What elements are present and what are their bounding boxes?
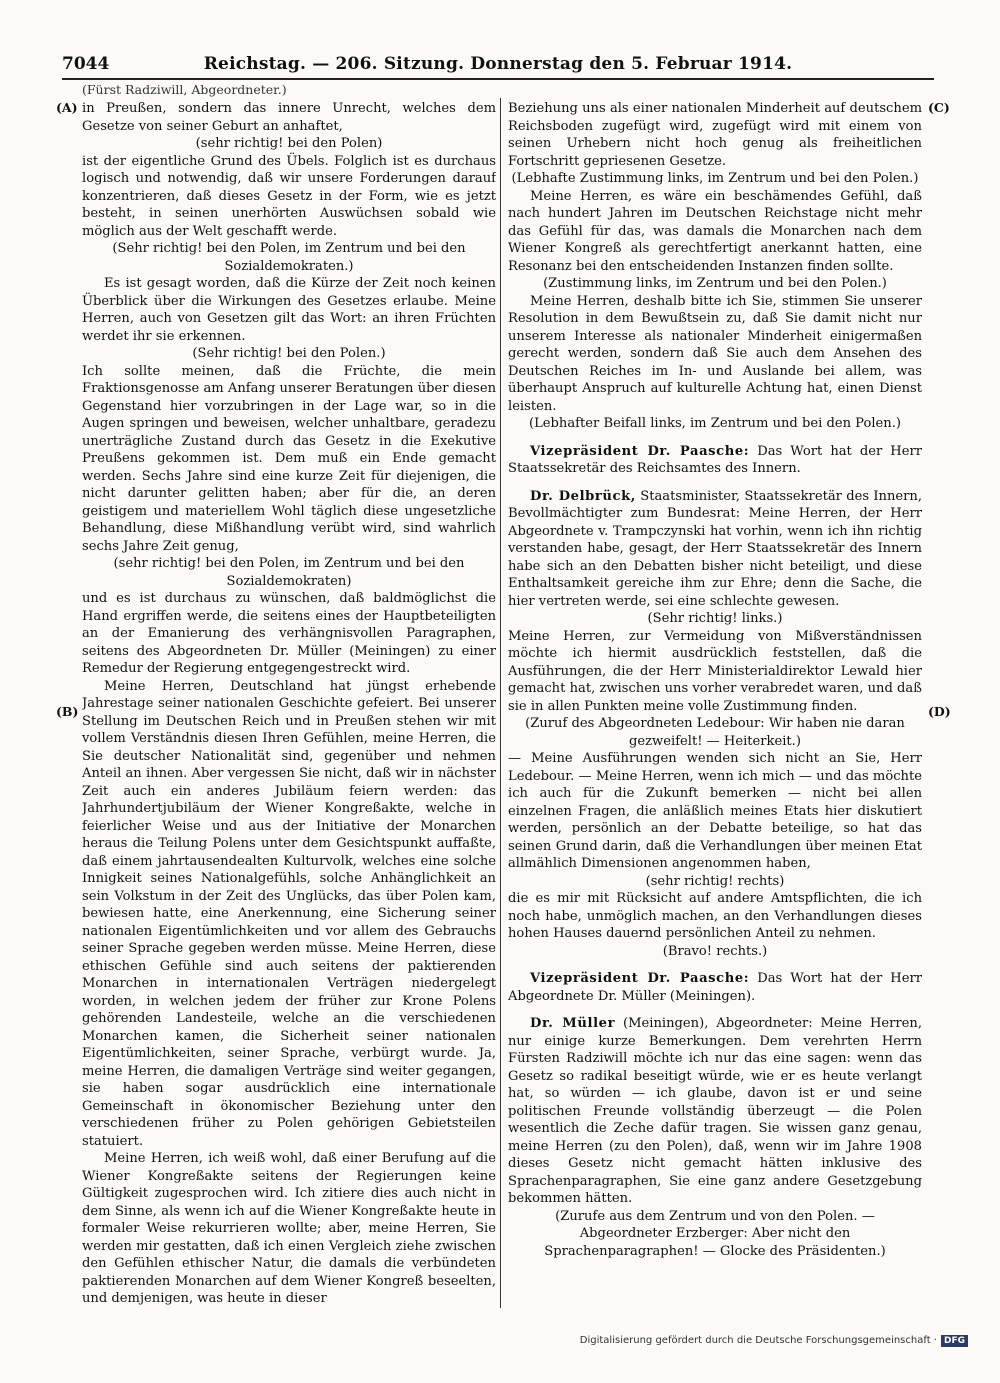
speaker-text: Staatsminister, Staatssekretär des Innern, Bevollmächtigter zum Bundesrat: Meine Herren, der Herr Abgeordnete v. Trampczynski hat vorhin, wenn ich ihn richtig verstanden habe, gesagt, der Herr Staatssekretär des Innern habe sich an den Debatten bisher nicht beteiligt, und diese Enthaltsamkeit gereiche ihm zur Ehre; denn die Sache, die hier vertreten werde, sei eine schlechte gewesen. [508, 488, 922, 609]
speaker-text: Das Wort hat der Herr Abgeordnete Dr. Müller (Meiningen). [508, 971, 922, 1004]
paragraph: die es mir mit Rücksicht auf andere Amtspflichten, die ich noch habe, unmöglich machen, an den Verhandlungen dieses hohen Hauses dauernd persönlichen Anteil zu nehmen. [508, 891, 922, 941]
interjection: (Zurufe aus dem Zentrum und von den Polen. — Abgeordneter Erzberger: Aber nicht den Sprachenparagraphen! — Glocke des Präsidenten.) [544, 1208, 886, 1259]
paragraph: Meine Herren, ich weiß wohl, daß einer Berufung auf die Wiener Kongreßakte seitens der Regierungen keine Gültigkeit zugesprochen wird. Ich zitiere dies auch nicht in dem Sinne, als wenn ich auf die Wiener Kongreßakte heute in formaler Weise rekurrieren wollte; aber, meine Herren, Sie werden mir gestatten, daß ich einen Vergleich ziehe zwischen den Gefühlen ethischer Natur, die damals die verbündeten paktierenden Monarchen auf dem Wiener Kongreß beseelten, und demjenigen, was heute in dieser [82, 1151, 496, 1306]
speaker-statement [508, 488, 922, 611]
paragraph: Meine Herren, deshalb bitte ich Sie, stimmen Sie unserer Resolution in dem Bewußtsein zu, daß Sie damit nicht nur unserem Interesse als nationaler Minderheit einigermaßen gerecht werden, sondern daß Sie auch dem Ansehen des Deutschen Reiches im In- und Auslande bei allem, was überhaupt Anspruch auf kulturelle Achtung hat, einen Dienst leisten. [508, 293, 922, 414]
speaker-name: Vizepräsident Dr. Paasche: [530, 443, 750, 459]
paragraph: — Meine Ausführungen wenden sich nicht an Sie, Herr Ledebour. — Meine Herren, wenn ich mich — und das möchte ich auch für die Zukunft bemerken — nicht bei allen einzelnen Fragen, die anläßlich meines Etats hier diskutiert werden, persönlich an der Debatte beteilige, so hat das seinen Grund darin, daß die Verhandlungen über meinen Etat allmählich Dimensionen angenommen haben, [508, 751, 922, 871]
speaker-statement [508, 1015, 922, 1208]
page-header [62, 44, 934, 80]
interjection: (Lebhafter Beifall links, im Zentrum und bei den Polen.) [529, 416, 901, 431]
paragraph: Meine Herren, es wäre ein beschämendes Gefühl, daß nach hundert Jahren im Deutschen Reichstage nicht mehr das Gefühl für das, was damals die Monarchen nach dem Wiener Kongreß als gerechtfertigt anerkannt hatten, eine Resonanz bei den entscheidenden Instanzen finden sollte. [508, 188, 922, 274]
interjection: (Bravo! rechts.) [662, 943, 768, 959]
interjection: (Zustimmung links, im Zentrum und bei den Polen.) [543, 276, 887, 291]
speaker-statement [508, 443, 922, 478]
margin-marker-c: (C) [928, 100, 950, 115]
paragraph: ist der eigentliche Grund des Übels. Folglich ist es durchaus logisch und notwendig, daß wir unsere Forderungen darauf konzentrieren, daß dieses Gesetz in der Form, wie es jetzt besteht, in seinen unerhörten Auswüchsen sobald wie möglich aus der Welt geschafft werde. [82, 153, 496, 239]
margin-marker-a: (A) [56, 100, 78, 115]
interjection: (sehr richtig! bei den Polen, im Zentrum und bei den Sozialdemokraten) [113, 556, 465, 589]
speaker-name: Dr. Müller [530, 1016, 616, 1031]
right-column [508, 100, 922, 1310]
interjection: (Zuruf des Abgeordneten Ledebour: Wir haben nie daran gezweifelt! — Heiterkeit.) [525, 716, 905, 749]
speaker-name: Dr. Delbrück, [530, 488, 636, 504]
left-column [82, 100, 496, 1310]
paragraph: Ich sollte meinen, daß die Früchte, die mein Fraktionsgenosse am Anfang unserer Beratungen über diesen Gegenstand hier vorzubringen in der Lage war, so in die Augen springen und beweisen, welcher unhaltbare, geradezu unerträgliche Zustand durch das Gesetz in die Exekutive Preußens gekommen ist. Dem muß ein Ende gemacht werden. Sechs Jahre sind eine kurze Zeit für diejenigen, die nicht darunter gelitten haben; aber für die, an deren geistigem und materiellem Wohl täglich diese ungesetzliche Behandlung, diese Mißhandlung verübt wird, sind wahrlich sechs Jahre Zeit genug, [82, 363, 496, 554]
interjection: (sehr richtig! bei den Polen) [195, 136, 383, 151]
interjection: (Sehr richtig! bei den Polen.) [192, 346, 386, 361]
paragraph: und es ist durchaus zu wünschen, daß baldmöglichst die Hand ergriffen werde, die seitens eines der Hauptbeteiligten an der Emanierung des verhängnisvollen Paragraphen, seitens des Abgeordneten Dr. Müller (Meiningen) zu einer Remedur der Regierung entgegengestreckt wird. [82, 591, 496, 676]
page-title: Reichstag. — 206. Sitzung. Donnerstag den 5. Februar 1914. [203, 54, 793, 74]
running-head: (Fürst Radziwill, Abgeordneter.) [82, 82, 287, 97]
footer-credit [580, 1335, 968, 1347]
speaker-statement [508, 970, 922, 1005]
speaker-text: (Meiningen), Abgeordneter: Meine Herren, nur einige kurze Bemerkungen. Dem verehrten Herrn Fürsten Radziwill möchte ich nur das eine sagen: wenn das Gesetz so radikal beseitigt würde, wie er es heute verlangt hat, so würden — ich glaube, davon ist er und seine politischen Freunde vollständig überzeugt — die Polen wesentlich die Zeche dafür tragen. Sie wissen ganz genau, meine Herren (zu den Polen), daß, wenn wir im Jahre 1908 dieses Gesetz nicht gemacht hätten inklusive des Sprachenparagraphen, Sie eine ganz andere Gesetzgebung bekommen hätten. [508, 1016, 922, 1206]
speaker-text: Das Wort hat der Herr Staatssekretär des Reichsamtes des Innern. [508, 443, 922, 476]
paragraph: Es ist gesagt worden, daß die Kürze der Zeit noch keinen Überblick über die Wirkungen des Gesetzes erlaube. Meine Herren, auch von Gesetzen gilt das Wort: an ihren Früchten werdet ihr sie erkennen. [82, 276, 496, 344]
interjection: (Sehr richtig! links.) [647, 611, 783, 626]
page-number: 7044 [62, 54, 110, 74]
interjection: (sehr richtig! rechts) [645, 873, 785, 889]
column-divider [500, 98, 501, 1308]
margin-marker-b: (B) [56, 704, 79, 719]
interjection: (Lebhafte Zustimmung links, im Zentrum und bei den Polen.) [511, 171, 919, 186]
paragraph: Meine Herren, zur Vermeidung von Mißverständnissen möchte ich hiermit ausdrücklich feststellen, daß die Ausführungen, die der Herr Ministerialdirektor Lewald hier gemacht hat, zwischen uns vorher verabredet waren, und daß sie in allen Punkten meine volle Zustimmung finden. [508, 628, 922, 714]
speaker-name: Vizepräsident Dr. Paasche: [530, 971, 750, 986]
dfg-logo: DFG [941, 1335, 968, 1347]
paragraph: in Preußen, sondern das innere Unrecht, welches dem Gesetze von seiner Geburt an anhaftet, [82, 101, 496, 134]
footer-text: Digitalisierung gefördert durch die Deutsche Forschungsgemeinschaft · [579, 1335, 937, 1346]
margin-marker-d: (D) [928, 704, 951, 719]
interjection: (Sehr richtig! bei den Polen, im Zentrum und bei den Sozialdemokraten.) [112, 241, 466, 274]
paragraph: Meine Herren, Deutschland hat jüngst erhebende Jahrestage seiner nationalen Geschichte gefeiert. Bei unserer Stellung im Deutschen Reich und in Preußen stehen wir mit vollem Verständnis diesen Ihren Gefühlen, meine Herren, die Sie deutscher Nationalität sind, gegenüber und nehmen Anteil an ihnen. Aber vergessen Sie nicht, daß wir in nächster Zeit auch ein anderes Jubiläum feiern werden: das Jahrhundertjubiläum der Wiener Kongreßakte, welche in feierlicher Weise und aus der Initiative der Monarchen heraus die Teilung Polens unter dem Gesichtspunkt auffaßte, daß einem jahrtausendealten Kulturvolk, welches eine solche Innigkeit seines Nationalgefühls, solche Anhänglichkeit an sein Volkstum in der Zeit des Unglücks, das über Polen kam, bewiesen hatte, eine Anerkennung, eine Sicherung seiner nationalen Eigentümlichkeiten und vor allem des Gebrauchs seiner Sprache gegeben werden müsse. Meine Herren, diese ethischen Gefühle sind auch seitens der paktierenden Monarchen in internationalen Verträgen niedergelegt worden, in welchen jedem der früher zur Krone Polens gehörenden Landesteile, welche an die verschiedenen Monarchen kamen, die Sicherheit seiner nationalen Eigentümlichkeiten, seiner Sprache, verbürgt wurde. Ja, meine Herren, die damaligen Verträge sind weiter gegangen, sie haben sogar ausdrücklich eine internationale Gemeinschaft in ökonomischer Beziehung unter den verschiedenen früher zu Polen gehörigen Gebietsteilen statuiert. [82, 678, 496, 1149]
paragraph: Beziehung uns als einer nationalen Minderheit auf deutschem Reichsboden zugefügt wird, zugefügt wird mit einem von seinen Urhebern nicht hoch genug als freiheitlichen Fortschritt gepriesenen Gesetze. [508, 101, 922, 169]
